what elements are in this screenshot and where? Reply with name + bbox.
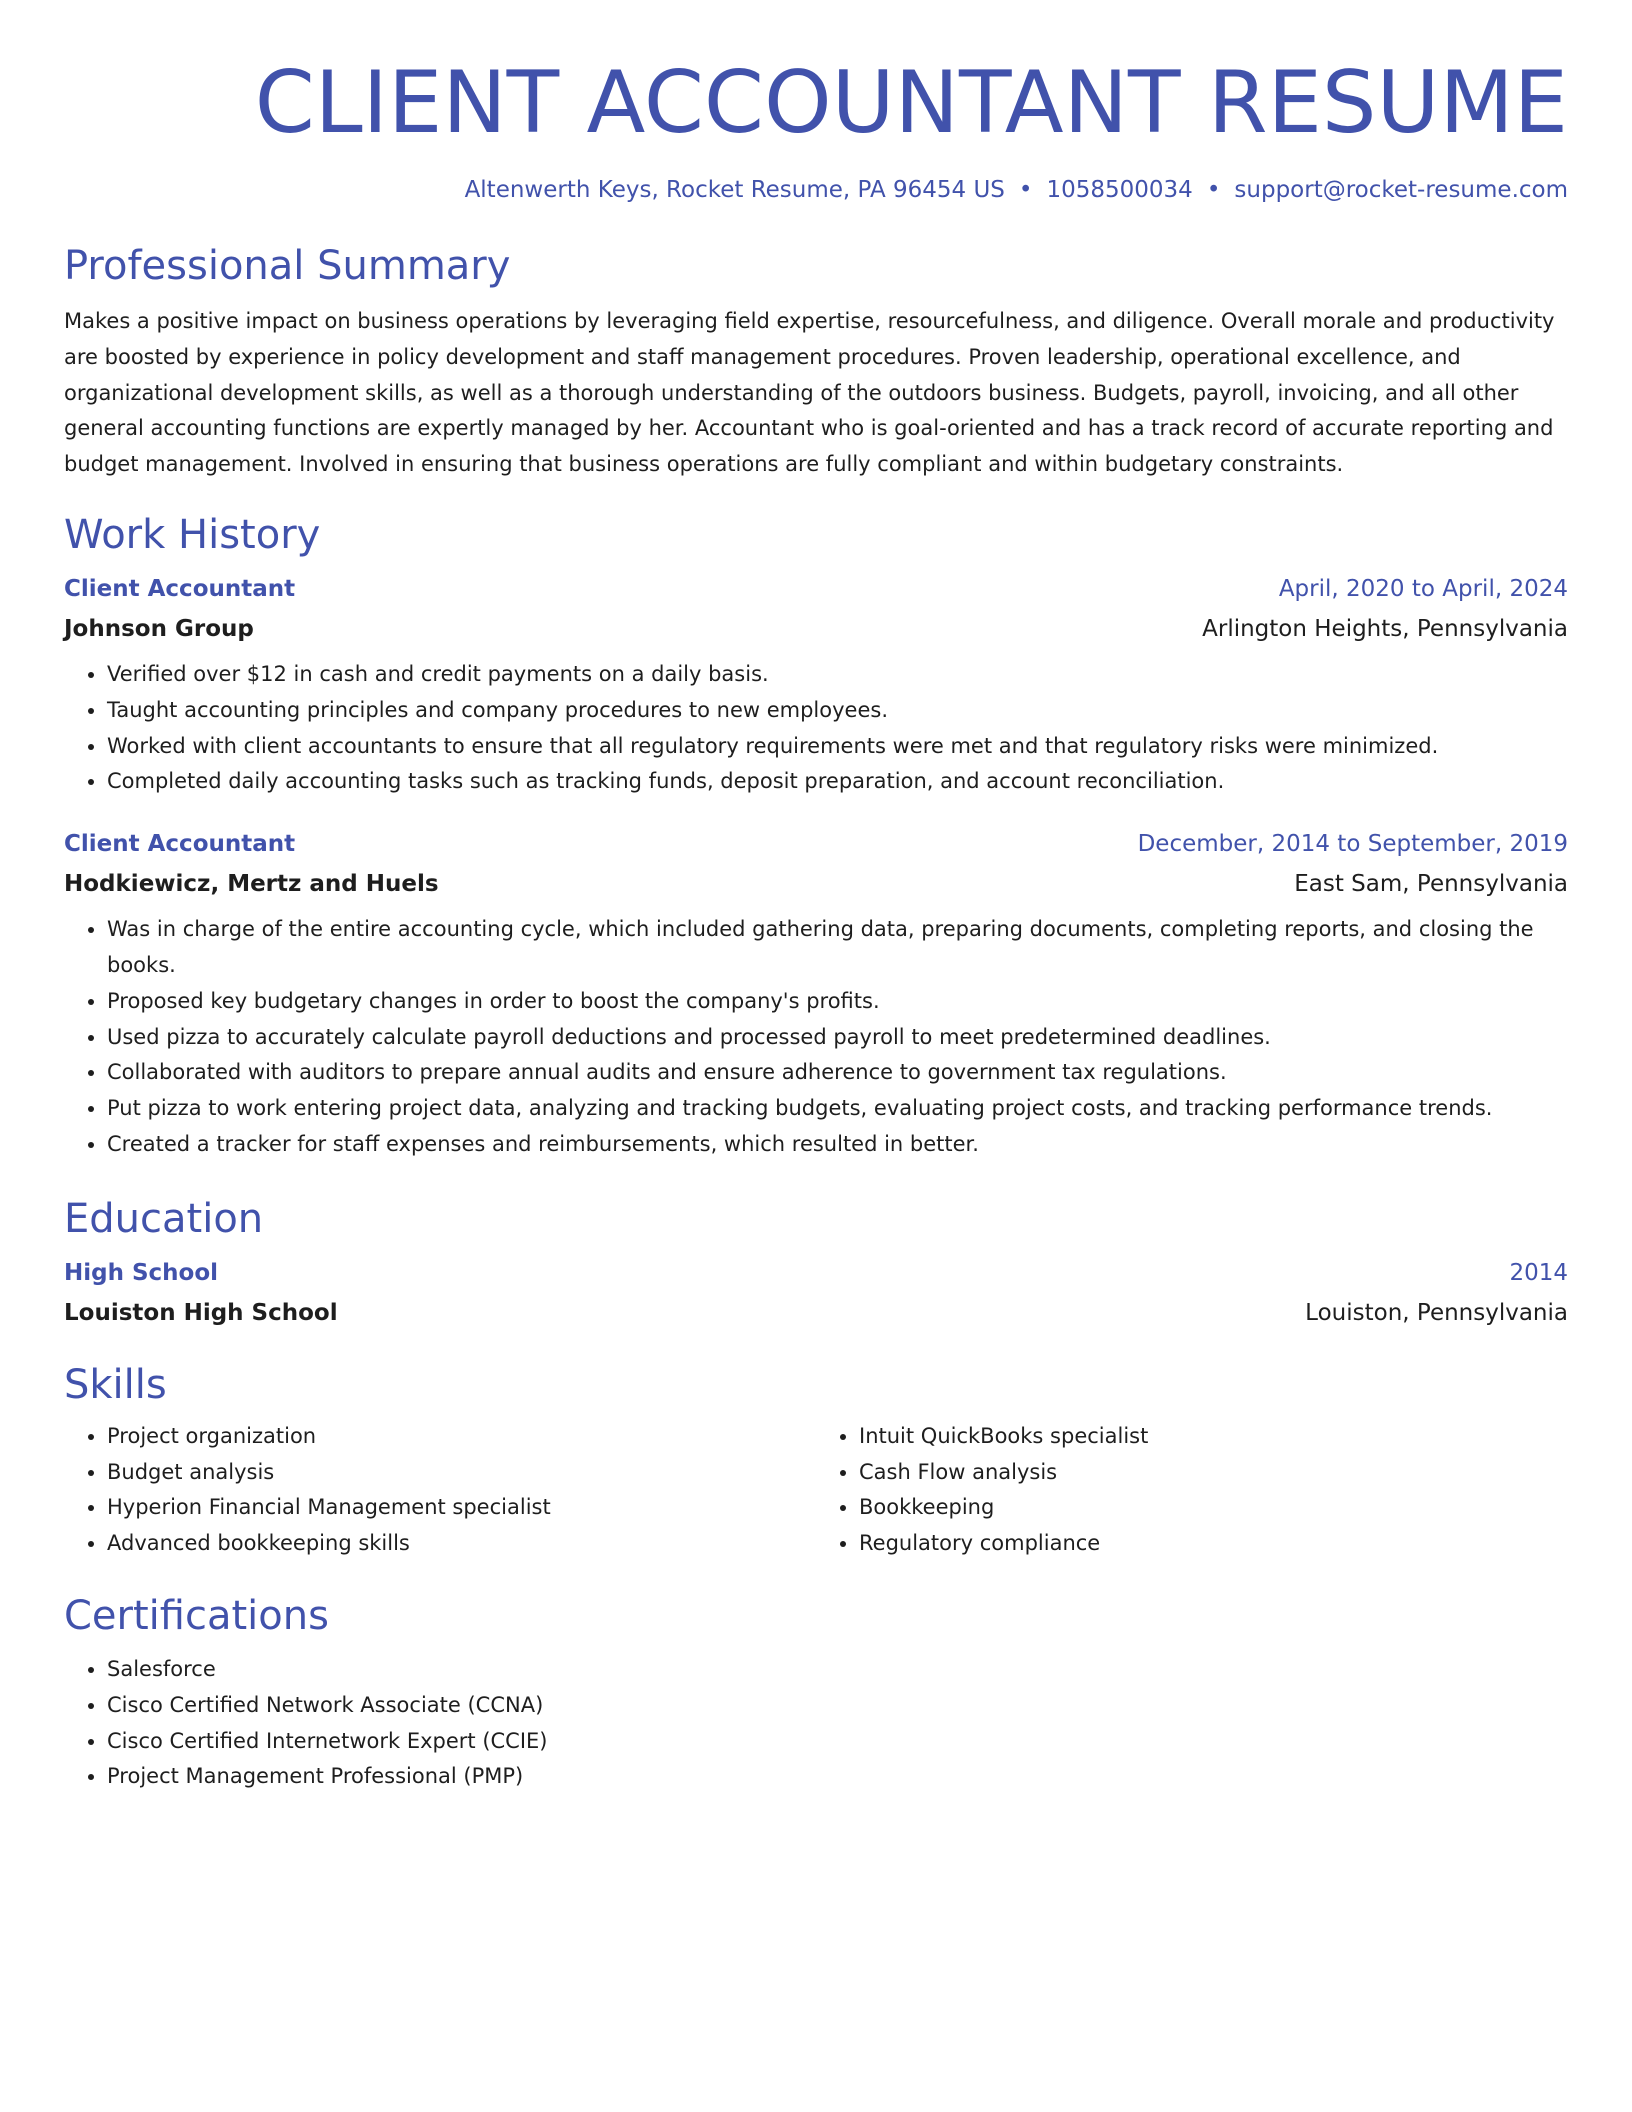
list-item: • Cash Flow analysis xyxy=(859,1455,1568,1491)
job-company: Johnson Group xyxy=(64,615,254,642)
contact-email[interactable]: support@rocket-resume.com xyxy=(1234,177,1568,203)
job-entry xyxy=(64,826,1568,1163)
job-location: Arlington Heights, Pennsylvania xyxy=(1202,615,1568,642)
job-role-row xyxy=(64,826,1568,862)
list-item: • Verified over $12 in cash and credit payments on a daily basis. xyxy=(107,657,1568,693)
list-item: • Collaborated with auditors to prepare annual audits and ensure adherence to government tax regulations. xyxy=(107,1055,1568,1091)
certifications-list xyxy=(64,1652,1568,1795)
list-item: • Taught accounting principles and company procedures to new employees. xyxy=(107,693,1568,729)
list-item: • Regulatory compliance xyxy=(859,1526,1568,1562)
section-heading: Skills xyxy=(64,1361,167,1408)
list-item: • Budget analysis xyxy=(107,1455,816,1491)
contact-line xyxy=(64,174,1568,206)
list-item: • Salesforce xyxy=(107,1652,1568,1688)
contact-separator: • xyxy=(1018,177,1033,203)
job-role-row xyxy=(64,571,1568,607)
job-company-row xyxy=(64,866,1568,902)
education-degree: High School xyxy=(64,1259,219,1286)
skills-section xyxy=(64,1359,1568,1562)
work-history-section xyxy=(64,509,1568,1163)
list-item: • Put pizza to work entering project data, analyzing and tracking budgets, evaluating project costs, and tracking performance trends. xyxy=(107,1091,1568,1127)
job-bullets xyxy=(64,912,1568,1163)
summary-text: Makes a positive impact on business operations by leveraging field expertise, resourcefulness, and diligence. Overall morale and productivity are boosted by experience in policy development and staff management procedures. Proven leadership, operational excellence, and organizational development skills, as well as a thorough understanding of the outdoors business. Budgets, payroll, invoicing, and all other general accounting functions are expertly managed by her. Accountant who is goal-oriented and has a track record of accurate reporting and budget management. Involved in ensuring that business operations are fully compliant and within budgetary constraints. xyxy=(64,309,1555,477)
contact-address: Altenwerth Keys, Rocket Resume, PA 96454 US xyxy=(464,177,1005,203)
list-item: • Intuit QuickBooks specialist xyxy=(859,1419,1568,1455)
list-item: • Cisco Certified Network Associate (CCNA) xyxy=(107,1688,1568,1724)
job-role: Client Accountant xyxy=(64,575,296,602)
skills-columns xyxy=(64,1419,1568,1562)
list-item: • Used pizza to accurately calculate payroll deductions and processed payroll to meet predetermined deadlines. xyxy=(107,1020,1568,1056)
skills-left-list xyxy=(64,1419,816,1562)
list-item: • Bookkeeping xyxy=(859,1490,1568,1526)
list-item: • Hyperion Financial Management specialist xyxy=(107,1490,816,1526)
education-year: 2014 xyxy=(1509,1259,1568,1286)
job-bullets xyxy=(64,657,1568,800)
list-item: • Was in charge of the entire accounting cycle, which included gathering data, preparing documents, completing reports, and closing the books. xyxy=(107,912,1568,984)
list-item: • Advanced bookkeeping skills xyxy=(107,1526,816,1562)
contact-phone: 1058500034 xyxy=(1046,177,1193,203)
list-item: • Completed daily accounting tasks such as tracking funds, deposit preparation, and account reconciliation. xyxy=(107,764,1568,800)
list-item: • Created a tracker for staff expenses and reimbursements, which resulted in better. xyxy=(107,1127,1568,1163)
section-heading: Certifications xyxy=(64,1592,329,1639)
certifications-section xyxy=(64,1590,1568,1795)
education-school-row xyxy=(64,1295,1568,1331)
contact-separator: • xyxy=(1206,177,1221,203)
job-role: Client Accountant xyxy=(64,831,296,858)
list-item: • Project organization xyxy=(107,1419,816,1455)
job-location: East Sam, Pennsylvania xyxy=(1294,871,1568,898)
job-dates: April, 2020 to April, 2024 xyxy=(1278,575,1568,602)
education-degree-row xyxy=(64,1255,1568,1291)
section-heading: Professional Summary xyxy=(64,243,511,289)
section-heading: Work History xyxy=(64,511,321,558)
list-item: • Worked with client accountants to ensure that all regulatory requirements were met and that regulatory risks were minimized. xyxy=(107,729,1568,765)
list-item: • Cisco Certified Internetwork Expert (CCIE) xyxy=(107,1724,1568,1760)
education-section xyxy=(64,1193,1568,1331)
resume-title: CLIENT ACCOUNTANT RESUME xyxy=(254,53,1568,153)
summary-section xyxy=(64,240,1568,483)
list-item: • Proposed key budgetary changes in order to boost the company's profits. xyxy=(107,984,1568,1020)
resume-header xyxy=(64,48,1568,206)
job-dates: December, 2014 to September, 2019 xyxy=(1137,831,1568,858)
education-school: Louiston High School xyxy=(64,1299,338,1326)
job-company-row xyxy=(64,611,1568,647)
education-location: Louiston, Pennsylvania xyxy=(1305,1299,1568,1326)
skills-right-list xyxy=(816,1419,1568,1562)
section-heading: Education xyxy=(64,1195,264,1242)
job-entry xyxy=(64,571,1568,800)
job-company: Hodkiewicz, Mertz and Huels xyxy=(64,871,439,898)
list-item: • Project Management Professional (PMP) xyxy=(107,1759,1568,1795)
